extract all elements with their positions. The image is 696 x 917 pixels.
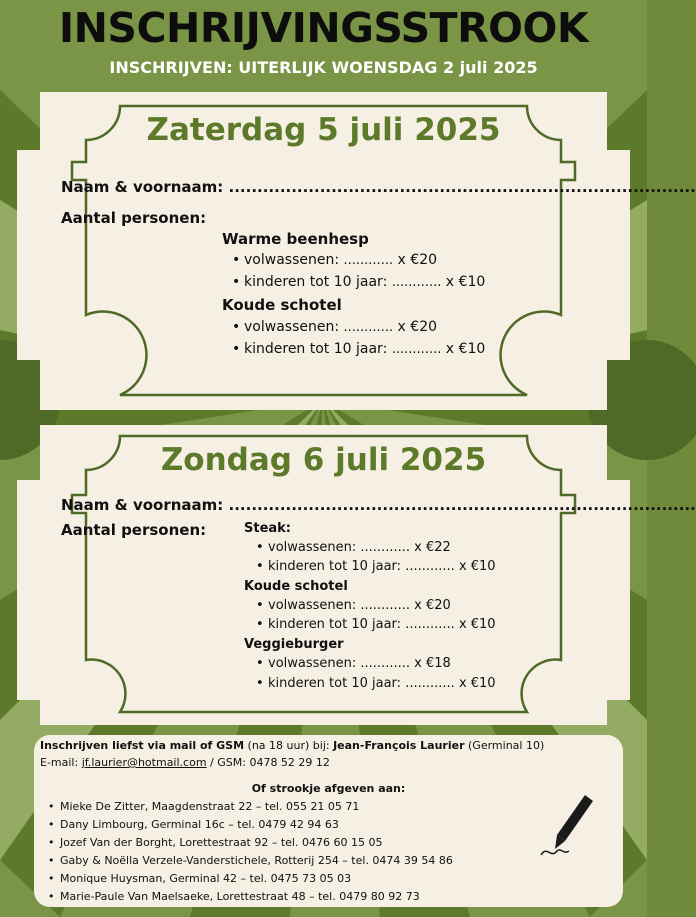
ticket1-name-row[interactable] [61, 178, 696, 196]
name-label: Naam & voornaam: [61, 496, 224, 514]
ticket1-group-title: Warme beenhesp [222, 230, 369, 248]
ticket2-item[interactable]: • kinderen tot 10 jaar: ............ x €10 [256, 676, 496, 691]
contact-item: • Mieke De Zitter, Maagdenstraat 22 – tel. 055 21 05 71 [48, 800, 359, 813]
ticket1-item[interactable]: • volwassenen: ............ x €20 [232, 252, 437, 268]
ticket1-item[interactable]: • volwassenen: ............ x €20 [232, 319, 437, 335]
contact-item: • Marie-Paule Van Maelsaeke, Lorettestraat 48 – tel. 0479 80 92 73 [48, 890, 420, 903]
contact-item: • Jozef Van der Borght, Lorettestraat 92 – tel. 0476 60 15 05 [48, 836, 382, 849]
name-label: Naam & voornaam: [61, 178, 224, 196]
email-link[interactable]: jf.laurier@hotmail.com [81, 756, 207, 769]
drop-off-title: Of strookje afgeven aan: [251, 782, 406, 795]
name-dots: .................................................................................. [228, 496, 696, 514]
page-title: INSCHRIJVINGSSTROOK [58, 4, 589, 52]
ticket2-item[interactable]: • kinderen tot 10 jaar: ............ x €10 [256, 617, 496, 632]
contact-item: • Dany Limbourg, Germinal 16c – tel. 0479 42 94 63 [48, 818, 339, 831]
ticket2-date: Zondag 6 juli 2025 [160, 442, 487, 478]
contact-item: • Gaby & Noëlla Verzele-Vanderstichele, Rotterij 254 – tel. 0474 39 54 86 [48, 854, 453, 867]
deadline-subtitle: INSCHRIJVEN: UITERLIJK WOENSDAG 2 juli 2025 [109, 58, 538, 77]
ticket2-group-title: Veggieburger [244, 637, 344, 652]
ticket1-item[interactable]: • kinderen tot 10 jaar: ............ x €10 [232, 341, 485, 357]
name-dots: .................................................................................. [228, 178, 696, 196]
ticket2-item[interactable]: • volwassenen: ............ x €18 [256, 656, 451, 671]
ticket2-item[interactable]: • kinderen tot 10 jaar: ............ x €10 [256, 559, 496, 574]
pen-icon [539, 793, 599, 863]
ticket2-group-title: Steak: [244, 521, 292, 536]
ticket1-group-title: Koude schotel [222, 296, 342, 314]
ticket2-item[interactable]: • volwassenen: ............ x €20 [256, 598, 451, 613]
ticket1-persons-label: Aantal personen: [61, 209, 207, 227]
info-box [34, 735, 623, 907]
ticket1-item[interactable]: • kinderen tot 10 jaar: ............ x €10 [232, 274, 485, 290]
contact-line: E-mail: jf.laurier@hotmail.com / GSM: 0478 52 29 12 [40, 756, 330, 769]
contact-item: • Monique Huysman, Germinal 42 – tel. 0475 73 05 03 [48, 872, 351, 885]
signup-line: Inschrijven liefst via mail of GSM (na 18 uur) bij: Jean-François Laurier (Germinal 10) [40, 739, 545, 752]
ticket1-date: Zaterdag 5 juli 2025 [146, 112, 501, 148]
ticket2-persons-label: Aantal personen: [61, 521, 207, 539]
ticket2-item[interactable]: • volwassenen: ............ x €22 [256, 540, 451, 555]
ticket2-name-row[interactable] [61, 496, 696, 514]
ticket2-group-title: Koude schotel [244, 579, 348, 594]
